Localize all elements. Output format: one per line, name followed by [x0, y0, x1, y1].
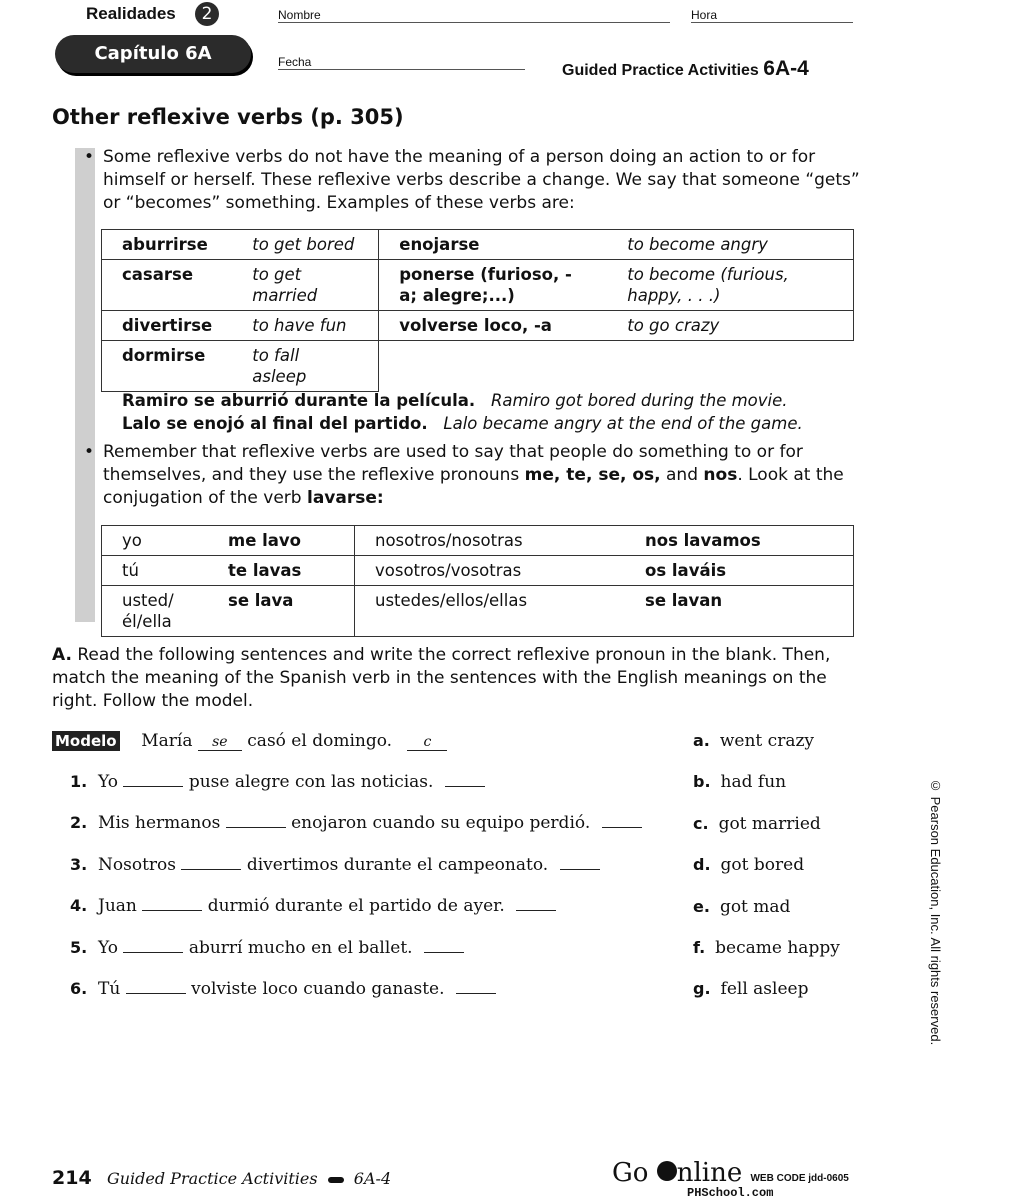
conjugation-table	[101, 525, 854, 637]
letter-blank[interactable]	[516, 896, 556, 911]
exercise-item: 3. Nosotros divertimos durante el campeonato.	[70, 855, 600, 875]
exercise-item: 5. Yo aburrí mucho en el ballet.	[70, 938, 464, 958]
web-code: WEB CODE jdd-0605	[750, 1173, 849, 1184]
letter-blank[interactable]	[445, 772, 485, 787]
verb-row: casarse to get married ponerse (furioso, -a; alegre;...) to become (furious, happy, . . .)	[102, 260, 854, 311]
pronoun-blank[interactable]	[142, 896, 202, 911]
exercise-item: 2. Mis hermanos enojaron cuando su equipo perdió.	[70, 813, 642, 833]
pronoun-blank[interactable]	[181, 855, 241, 870]
bullet-icon: •	[84, 442, 95, 462]
letter-blank[interactable]	[560, 855, 600, 870]
page-number: 214	[52, 1167, 92, 1189]
nombre-field[interactable]	[278, 8, 670, 23]
meaning-option: b. had fun	[693, 772, 787, 793]
pronoun-blank[interactable]	[126, 979, 186, 994]
meaning-option: g. fell asleep	[693, 979, 809, 1000]
verbs-table	[101, 229, 854, 392]
pronoun-blank[interactable]	[123, 772, 183, 787]
conjugation-row: tú te lavas vosotros/vosotras os laváis	[102, 556, 854, 586]
meaning-option: c. got married	[693, 813, 821, 834]
pronoun-blank[interactable]	[226, 813, 286, 828]
examples: Ramiro se aburrió durante la película. Ramiro got bored during the movie. Lalo se enojó al final del partido. Lalo became angry at the end of the game.	[122, 391, 803, 433]
chapter-badge: Capítulo 6A	[55, 35, 251, 73]
sidebar-bar	[75, 148, 95, 622]
footer: 214 Guided Practice Activities 6A-4	[52, 1167, 392, 1189]
conjugation-row: yo me lavo nosotros/nosotras nos lavamos	[102, 526, 854, 556]
meaning-option: d. got bored	[693, 855, 805, 876]
bullet-icon: •	[84, 147, 95, 167]
nombre-label: Nombre	[278, 8, 321, 22]
activity-title: Guided Practice Activities 6A-4	[562, 57, 809, 80]
site-link: PHSchool.com	[687, 1186, 774, 1200]
level-badge: 2	[195, 2, 219, 26]
exercise-item: 1. Yo puse alegre con las noticias.	[70, 772, 485, 792]
meaning-option: f. became happy	[693, 938, 840, 958]
model-label: Modelo	[52, 731, 120, 751]
model-answer: se	[198, 734, 242, 751]
model-letter: c	[407, 734, 447, 751]
hora-field[interactable]	[691, 8, 853, 23]
series-label: Realidades	[86, 4, 176, 23]
letter-blank[interactable]	[456, 979, 496, 994]
pronoun-blank[interactable]	[123, 938, 183, 953]
exercise-item: 4. Juan durmió durante el partido de ayer.	[70, 896, 556, 916]
fecha-field[interactable]	[278, 55, 525, 70]
go-online-logo[interactable]: Go nline WEB CODE jdd-0605 PHSchool.com	[612, 1158, 849, 1200]
section-title: Other reflexive verbs (p. 305)	[52, 105, 404, 129]
copyright: © Pearson Education, Inc. All rights reserved.	[928, 778, 943, 1046]
hora-label: Hora	[691, 8, 718, 22]
exercise-item: 6. Tú volviste loco cuando ganaste.	[70, 979, 496, 999]
model-row: Modelo María se casó el domingo. c	[52, 731, 447, 751]
bullet-2-text: Remember that reflexive verbs are used to say that people do something to or for themselves, and they use the reflexive pronouns me, te, se, os, and nos. Look at the conjugation of the verb lavarse:	[103, 442, 844, 508]
verb-row: divertirse to have fun volverse loco, -a to go crazy	[102, 311, 854, 341]
fecha-label: Fecha	[278, 55, 312, 69]
meaning-option: e. got mad	[693, 896, 791, 917]
meaning-option: a. went crazy	[693, 731, 815, 751]
instructions: A. Read the following sentences and write the correct reflexive pronoun in the blank. Then, match the meaning of the Spanish verb in the sentences with the English meanings on the right. Follow the model.	[52, 645, 831, 711]
letter-blank[interactable]	[424, 938, 464, 953]
verb-row: aburrirse to get bored enojarse to become angry	[102, 230, 854, 260]
conjugation-row: usted/él/ella se lava ustedes/ellos/ellas se lavan	[102, 586, 854, 637]
letter-blank[interactable]	[602, 813, 642, 828]
verb-row: dormirse to fall asleep	[102, 341, 854, 392]
bullet-1-text: Some reflexive verbs do not have the meaning of a person doing an action to or for himself or herself. These reflexive verbs describe a change. We say that someone “gets” or “becomes” something. Examples of these verbs are:	[103, 147, 860, 213]
